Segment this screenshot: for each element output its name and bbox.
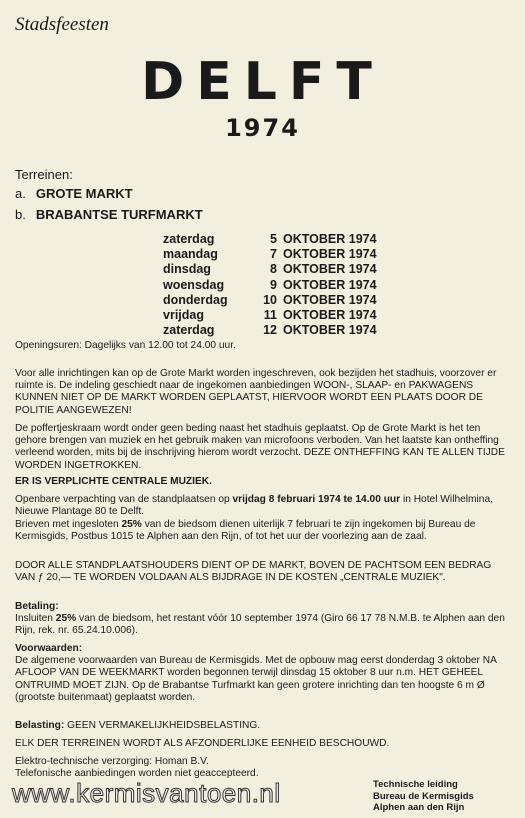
watermark: www.kermisvantoen.nl — [12, 778, 281, 808]
date-month: OKTOBER 1974 — [283, 232, 377, 246]
text-span: van de biedsom dienen uiterlijk 7 februari te zijn ingekomen bij Bureau de Kermisgids, Postbus 1015 te Alphen aan den Rijn, of tot het uur der voorlezing aan de zaal. — [15, 519, 476, 543]
date-row — [163, 232, 377, 247]
footer-line: Technische leiding — [373, 779, 458, 790]
conditions-text: De algemene voorwaarden van Bureau de Kermisgids. Met de opbouw mag eerst donderdag 3 oktober NA AFLOOP VAN DE WEEKMARKT worden begonnen terwijl dinsdag 15 oktober 8 uur n.m. HET GEHEEL ONTRUIMD MOET ZIJN. Op de Brabantse Turfmarkt kan geen grotere inrichting dan ten hoogste 6 m Ø (grootste buitenmaat) geplaatst worden. — [15, 655, 497, 703]
terrain-name: GROTE MARKT — [35, 186, 133, 201]
date-number: 7 — [270, 247, 277, 262]
event-heading: Stadsfeesten — [15, 14, 109, 35]
conditions-section — [15, 643, 513, 704]
date-row — [163, 293, 377, 308]
paragraph-music-rules: De poffertjeskraam wordt onder geen beding naast het stadhuis geplaatst. Op de Grote Markt is het ten gehore brengen van muziek en het gebruik maken van microfoons verboden. Van het laatste kan ontheffing verleend worden, mits bij de inschrijving hierom wordt verzocht. DEZE ONTHEFFING KAN TE ALLEN TIJDE WORDEN INGETROKKEN. — [15, 423, 505, 471]
percentage: 25% — [55, 613, 77, 625]
city-title: DELFT — [141, 52, 384, 112]
payment-section — [15, 601, 513, 638]
date-day: zaterdag — [163, 232, 215, 246]
footer-line: Bureau de Kermisgids — [373, 790, 474, 802]
date-day: dinsdag — [163, 262, 211, 277]
date-month: OKTOBER 1974 — [283, 277, 377, 292]
date-number: 9 — [270, 277, 277, 292]
date-row — [163, 323, 377, 338]
dates-list — [163, 232, 377, 338]
terrain-item — [15, 186, 133, 201]
terrains-note: ELK DER TERREINEN WORDT ALS AFZONDERLIJKE EENHEID BESCHOUWD. — [15, 738, 390, 749]
paragraph-contribution: DOOR ALLE STANDPLAATSHOUDERS DIENT OP DE MARKT, BOVEN DE PACHTSOM EEN BEDRAG VAN ƒ 20,— TE WORDEN VOLDAAN ALS BIJDRAGE IN DE KOSTEN „CENTRALE MUZIEK". — [15, 560, 492, 584]
paragraph-registration: Voor alle inrichtingen kan op de Grote Markt worden ingeschreven, ook bezijden het stadhuis, voorzover er ruimte is. De indeling geschiedt naar de ingekomen aanbiedingen WOON-, SLAAP- en PAKWAGENS KUNNEN NIET OP DE MARKT WORDEN GEPLAATST, HIERVOOR WORDT EEN PLAATS DOOR DE POLITIE AANGEWEZEN! — [15, 368, 497, 416]
tax-text: GEEN VERMAKELIJKHEIDSBELASTING. — [64, 720, 261, 731]
date-row — [163, 247, 377, 262]
conditions-label: Voorwaarden: — [15, 643, 83, 654]
paragraph-auction — [15, 494, 513, 518]
electro-line: Elektro-technische verzorging: Homan B.V. — [15, 756, 209, 767]
paragraph-central-music: ER IS VERPLICHTE CENTRALE MUZIEK. — [15, 476, 212, 487]
terrain-letter: b. — [15, 207, 26, 222]
opening-hours: Openingsuren: Dagelijks van 12.00 tot 24.00 uur. — [15, 340, 236, 351]
date-day: zaterdag — [163, 323, 215, 338]
auction-date: vrijdag 8 februari 1974 te 14.00 uur — [232, 494, 401, 505]
date-number: 12 — [263, 323, 277, 338]
date-day: donderdag — [163, 292, 228, 307]
date-row — [163, 278, 377, 293]
date-day: woensdag — [163, 277, 225, 292]
date-number: 10 — [263, 292, 277, 307]
terrains-label: Terreinen: — [15, 167, 73, 182]
technical-management — [373, 779, 474, 814]
date-month: OKTOBER 1974 — [283, 323, 377, 338]
date-number: 11 — [263, 308, 277, 323]
terrain-name: BRABANTSE TURFMARKT — [35, 207, 203, 222]
text-span: Brieven met ingesloten — [15, 519, 122, 530]
date-month: OKTOBER 1974 — [283, 262, 377, 277]
footer-line: Alphen aan den Rijn — [373, 802, 465, 813]
tax-label: Belasting: — [15, 720, 65, 731]
date-number: 5 — [270, 232, 277, 246]
date-month: OKTOBER 1974 — [283, 308, 377, 323]
percentage: 25% — [121, 519, 142, 530]
date-row — [163, 262, 377, 277]
text-span: van de biedsom, het restant vóór 10 september 1974 (Giro 66 17 78 N.M.B. te Alphen aan den Rijn, rek. nr. 65.24.10.006). — [15, 613, 505, 637]
tax-line — [15, 720, 513, 732]
date-number: 8 — [270, 262, 277, 277]
phone-note: Telefonische aanbiedingen worden niet geaccepteerd. — [15, 768, 259, 779]
text-span: Openbare verpachting van de standplaatsen op — [15, 494, 233, 505]
date-month: OKTOBER 1974 — [283, 292, 377, 307]
date-row — [163, 308, 377, 323]
date-day: maandag — [163, 247, 218, 262]
payment-label: Betaling: — [15, 601, 59, 612]
terrain-item — [15, 207, 203, 222]
text-span: Insluiten — [15, 613, 56, 625]
date-month: OKTOBER 1974 — [283, 247, 377, 262]
text-span: in Hotel Wilhelmina, Nieuwe Plantage 80 te Delft. — [15, 494, 493, 518]
year-title: 1974 — [225, 114, 300, 142]
paragraph-letters — [15, 519, 513, 543]
terrain-letter: a. — [15, 186, 26, 201]
date-day: vrijdag — [163, 308, 204, 323]
